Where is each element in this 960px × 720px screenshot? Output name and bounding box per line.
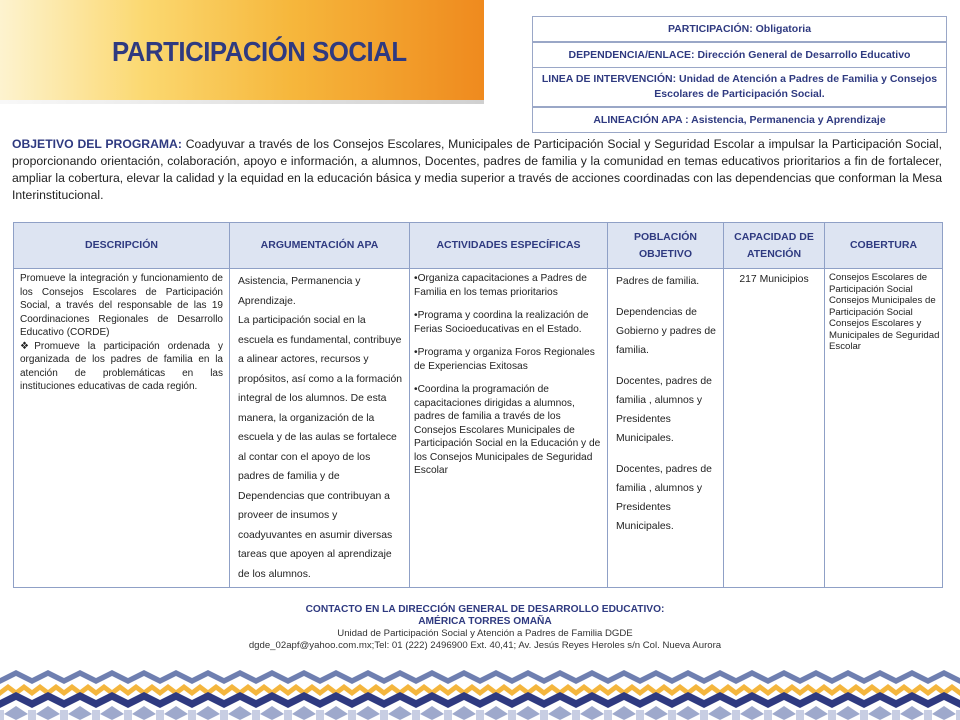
cell-descripcion xyxy=(14,269,230,588)
contact-details: dgde_02apf@yahoo.com.mx;Tel: 01 (222) 2496900 Ext. 40,41; Av. Jesús Reyes Heroles s/n Col. Nueva Aurora xyxy=(248,640,722,651)
contact-section xyxy=(0,604,960,652)
actividad-item: •Programa y coordina la realización de Ferias Socioeducativas en el Estado. xyxy=(414,310,589,335)
argumentacion-paragraph: Asistencia, Permanencia y Aprendizaje. xyxy=(238,276,361,307)
cell-argumentacion xyxy=(230,269,410,588)
contact-unit: Unidad de Participación Social y Atención a Padres de Familia DGDE xyxy=(337,628,633,639)
header-descripcion: DESCRIPCIÓN xyxy=(14,223,230,269)
program-objective xyxy=(12,136,942,204)
cell-capacidad: 217 Municipios xyxy=(724,269,825,588)
participacion-box: PARTICIPACIÓN: Obligatoria xyxy=(532,16,947,42)
alineacion-box: ALINEACIÓN APA : Asistencia, Permanencia y Aprendizaje xyxy=(532,107,947,133)
cell-poblacion xyxy=(608,269,724,588)
contact-name: AMÉRICA TORRES OMAÑA xyxy=(418,616,552,627)
cell-cobertura xyxy=(825,269,943,588)
header-actividades: ACTIVIDADES ESPECÍFICAS xyxy=(410,223,608,269)
objective-text: Coadyuvar a través de los Consejos Escolares, Municipales de Participación Social y Seguridad Escolar a impulsar la Participación Social, proporcionando orientación, colaboración, apoyo e información, a alumnos, Docentes, padres de familia y la comunidad en temas educativos prioritarios a fin de fortalecer, ampliar la cobertura, elevar la calidad y la equidad en la educación básica y media superior a través de acciones coordinadas con las dependencias que conforman la Mesa Interinstitucional. xyxy=(12,137,942,202)
actividad-item: •Programa y organiza Foros Regionales de Experiencias Exitosas xyxy=(414,347,595,372)
linea-intervencion-box: LINEA DE INTERVENCIÓN: Unidad de Atención a Padres de Familia y Consejos Escolares de Participación Social. xyxy=(532,67,947,107)
descripcion-paragraph: ❖Promueve la participación ordenada y organizada de los padres de familia en la atención de problemáticas en las instituciones educativas de cada región. xyxy=(20,340,223,392)
poblacion-item: Docentes, padres de familia , alumnos y Presidentes Municipales. xyxy=(616,464,712,532)
cobertura-item: Consejos Escolares y Municipales de Seguridad Escolar xyxy=(829,318,940,352)
header-argumentacion: ARGUMENTACIÓN APA xyxy=(230,223,410,269)
actividad-item: •Coordina la programación de capacitaciones dirigidas a alumnos, padres de familia a través de los Consejos Escolares Municipales de Participación Social en la Educación y de los Consejos Municipales de Seguridad Escolar xyxy=(414,384,601,476)
objective-label: OBJETIVO DEL PROGRAMA: xyxy=(12,137,182,151)
poblacion-item: Dependencias de Gobierno y padres de familia. xyxy=(616,307,716,356)
program-table xyxy=(13,222,942,588)
contact-title: CONTACTO EN LA DIRECCIÓN GENERAL DE DESARROLLO EDUCATIVO: xyxy=(305,604,665,615)
actividad-item: •Organiza capacitaciones a Padres de Familia en los temas prioritarios xyxy=(414,273,587,298)
table-row xyxy=(14,269,943,588)
cobertura-item: Consejos Escolares de Participación Social xyxy=(829,272,928,295)
header-banner-shadow xyxy=(0,100,484,104)
header-cobertura: COBERTURA xyxy=(825,223,943,269)
header-capacidad: CAPACIDAD DE ATENCIÓN xyxy=(724,223,825,269)
decorative-footer-band xyxy=(0,670,960,720)
descripcion-paragraph: Promueve la integración y funcionamiento de los Consejos Escolares de Participación Social, a través del responsable de las 19 Coordinaciones Regionales de Desarrollo Educativo (CORDE) xyxy=(20,273,223,338)
header-poblacion: POBLACIÓN OBJETIVO xyxy=(608,223,724,269)
page-title: PARTICIPACIÓN SOCIAL xyxy=(112,36,407,67)
table-header-row xyxy=(14,223,943,269)
poblacion-item: Docentes, padres de familia , alumnos y Presidentes Municipales. xyxy=(616,376,712,444)
dependencia-box: DEPENDENCIA/ENLACE: Dirección General de Desarrollo Educativo xyxy=(532,42,947,68)
cobertura-item: Consejos Municipales de Participación Social xyxy=(829,295,936,318)
poblacion-item: Padres de familia. xyxy=(616,276,700,287)
argumentacion-paragraph: La participación social en la escuela es fundamental, contribuye a alinear actores, recursos y propósitos, así como a la formación integral de los alumnos. De esta manera, la organización de la escuela y de las aulas se fortalece al contar con el apoyo de los padres de familia y de Dependencias que contribuyan a proveer de insumos y coadyuvantes en asumir diversas tareas que apoyen al aprendizaje de los alumnos. xyxy=(238,315,403,580)
cell-actividades xyxy=(410,269,608,588)
